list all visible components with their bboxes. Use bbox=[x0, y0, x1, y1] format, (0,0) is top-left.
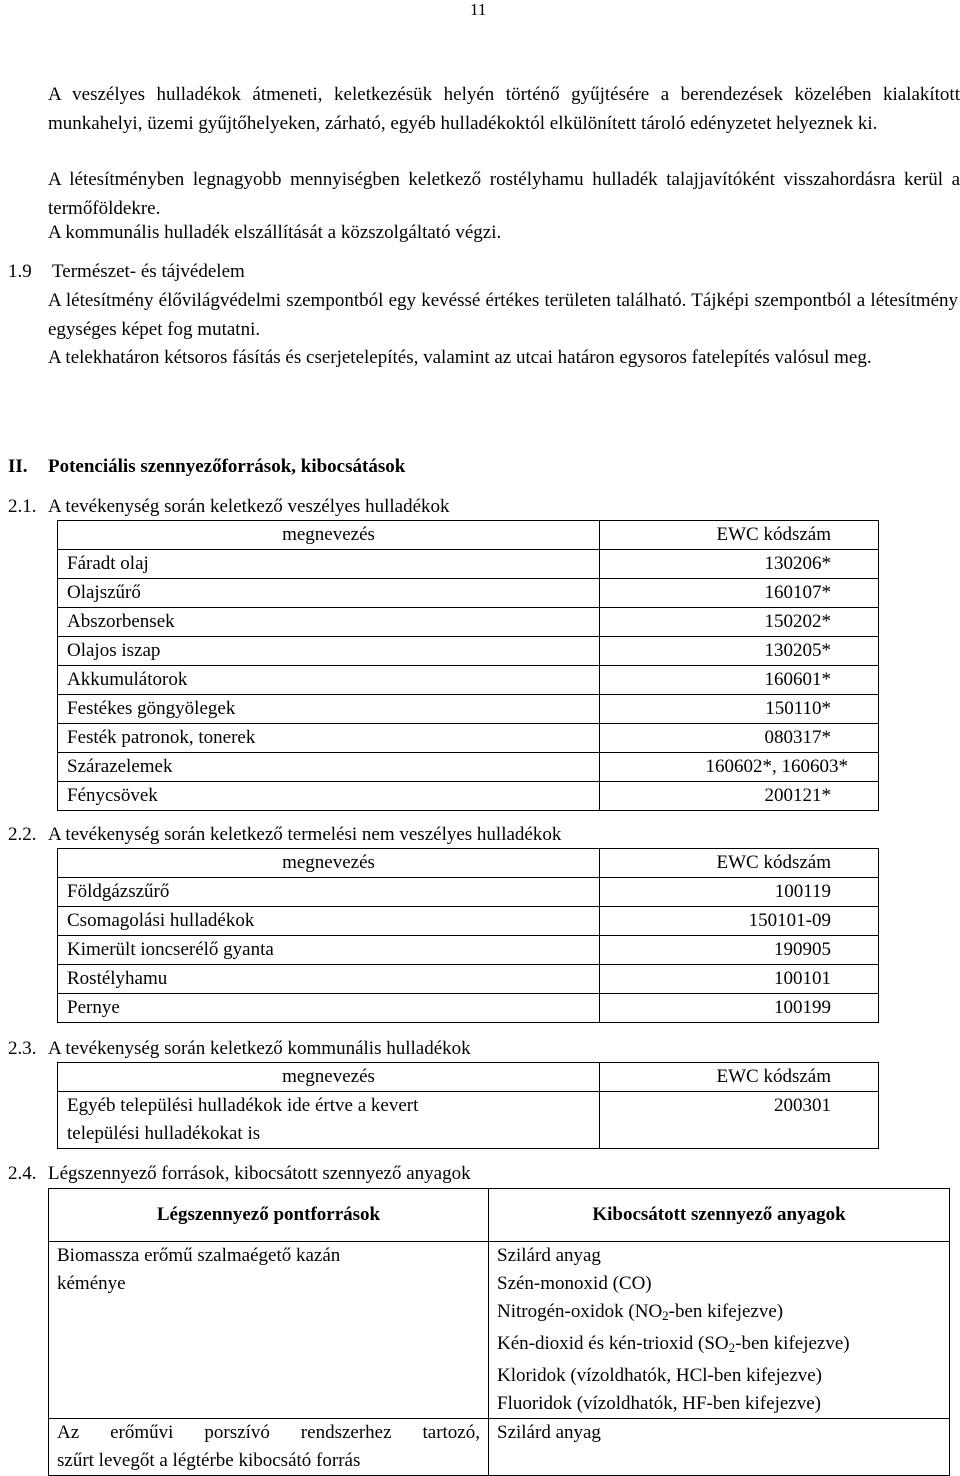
waste-name: Csomagolási hulladékok bbox=[58, 907, 600, 936]
pollutant-text: -ben kifejezve) bbox=[735, 1333, 850, 1354]
section-number: II. bbox=[8, 456, 28, 477]
emission-source bbox=[49, 1242, 489, 1419]
air-emission-table bbox=[48, 1188, 950, 1476]
pollutant-list bbox=[489, 1242, 950, 1419]
pollutant-text: Kén-dioxid és kén-trioxid (SO bbox=[497, 1333, 729, 1354]
hazardous-waste-table bbox=[57, 520, 879, 811]
waste-name: Olajos iszap bbox=[58, 637, 600, 666]
waste-name-line: települési hulladékokat is bbox=[67, 1123, 261, 1144]
pollutant-item: Szén-monoxid (CO) bbox=[497, 1273, 652, 1294]
ewc-code: 200121* bbox=[600, 782, 879, 811]
section-number: 2.3. bbox=[8, 1038, 37, 1059]
section-number: 1.9 bbox=[8, 261, 32, 282]
paragraph-municipal-waste: A kommunális hulladék elszállítását a közszolgáltató végzi. bbox=[48, 222, 502, 243]
waste-name: Rostélyhamu bbox=[58, 965, 600, 994]
table-row bbox=[58, 782, 879, 811]
section-number: 2.2. bbox=[8, 824, 37, 845]
table-header-row bbox=[58, 521, 879, 550]
table-row bbox=[58, 666, 879, 695]
source-line: Az erőművi porszívó rendszerhez tartozó, bbox=[57, 1422, 480, 1443]
waste-name: Szárazelemek bbox=[58, 753, 600, 782]
table-row bbox=[58, 724, 879, 753]
ewc-code: 160602*, 160603* bbox=[600, 753, 879, 782]
section-title: A tevékenység során keletkező kommunális hulladékok bbox=[48, 1038, 471, 1059]
ewc-code: 130205* bbox=[600, 637, 879, 666]
section-number: 2.4. bbox=[8, 1163, 37, 1184]
pollutant-item: Kloridok (vízoldhatók, HCl-ben kifejezve) bbox=[497, 1365, 823, 1386]
ewc-code: 190905 bbox=[600, 936, 879, 965]
production-waste-table bbox=[57, 848, 879, 1023]
column-header-name: megnevezés bbox=[58, 521, 600, 550]
column-header-name: megnevezés bbox=[58, 849, 600, 878]
pollutant-item: Fluoridok (vízoldhatók, HF-ben kifejezve) bbox=[497, 1393, 821, 1414]
table-row bbox=[58, 550, 879, 579]
ewc-code: 080317* bbox=[600, 724, 879, 753]
ewc-code: 160601* bbox=[600, 666, 879, 695]
waste-name: Festékes göngyölegek bbox=[58, 695, 600, 724]
waste-name: Fénycsövek bbox=[58, 782, 600, 811]
column-header-code: EWC kódszám bbox=[600, 849, 879, 878]
table-row bbox=[58, 637, 879, 666]
table-row bbox=[58, 1092, 879, 1149]
table-row bbox=[58, 878, 879, 907]
source-line: Biomassza erőmű szalmaégető kazán bbox=[57, 1245, 341, 1266]
table-row bbox=[58, 965, 879, 994]
table-row bbox=[58, 695, 879, 724]
table-row bbox=[58, 907, 879, 936]
subscript: 2 bbox=[662, 1308, 669, 1323]
table-row bbox=[58, 753, 879, 782]
paragraph-hazardous-storage: A veszélyes hulladékok átmeneti, keletkezésük helyén történő gyűjtésére a berendezések közelében kialakított munkahelyi, üzemi gyűjtőhelyeken, zárható, egyéb hulladékoktól elkülönített tároló edényzetet helyeznek ki. bbox=[48, 84, 960, 134]
ewc-code: 100199 bbox=[600, 994, 879, 1023]
section-number: 2.1. bbox=[8, 496, 37, 517]
column-header-pollutants: Kibocsátott szennyező anyagok bbox=[489, 1189, 950, 1242]
page-number: 11 bbox=[470, 0, 487, 19]
table-header-row bbox=[49, 1189, 950, 1242]
waste-name: Festék patronok, tonerek bbox=[58, 724, 600, 753]
table-row bbox=[58, 579, 879, 608]
pollutant-item: Szilárd anyag bbox=[497, 1245, 601, 1266]
pollutant-item bbox=[497, 1298, 949, 1330]
pollutant-text: Nitrogén-oxidok (NO bbox=[497, 1301, 663, 1322]
ewc-code: 100119 bbox=[600, 878, 879, 907]
pollutant-text: -ben kifejezve) bbox=[668, 1301, 784, 1322]
subscript: 2 bbox=[728, 1340, 736, 1355]
paragraph-nature: A létesítmény élővilágvédelmi szempontból egy kevéssé értékes területen található. Tájképi szempontból a létesítmény egységes képet fog mutatni. bbox=[48, 290, 958, 340]
section-title: A tevékenység során keletkező veszélyes hulladékok bbox=[48, 496, 450, 517]
waste-name: Pernye bbox=[58, 994, 600, 1023]
paragraph-landscape: A telekhatáron kétsoros fásítás és cserjetelepítés, valamint az utcai határon egysoros fatelepítés valósul meg. bbox=[48, 347, 872, 368]
waste-name: Kimerült ioncserélő gyanta bbox=[58, 936, 600, 965]
ewc-code: 130206* bbox=[600, 550, 879, 579]
waste-name-line: Egyéb települési hulladékok ide értve a kevert bbox=[67, 1095, 419, 1116]
table-row bbox=[58, 608, 879, 637]
waste-name: Fáradt olaj bbox=[58, 550, 600, 579]
column-header-code: EWC kódszám bbox=[600, 1063, 879, 1092]
municipal-waste-table bbox=[57, 1062, 879, 1149]
section-title: A tevékenység során keletkező termelési nem veszélyes hulladékok bbox=[48, 824, 562, 845]
section-title: Potenciális szennyezőforrások, kibocsátások bbox=[48, 456, 406, 477]
column-header-code: EWC kódszám bbox=[600, 521, 879, 550]
column-header-name: megnevezés bbox=[58, 1063, 600, 1092]
waste-name: Földgázszűrő bbox=[58, 878, 600, 907]
table-row bbox=[58, 936, 879, 965]
section-title: Légszennyező források, kibocsátott szennyező anyagok bbox=[48, 1163, 471, 1184]
waste-name bbox=[58, 1092, 600, 1149]
source-line: szűrt levegőt a légtérbe kibocsátó forrás bbox=[57, 1450, 361, 1471]
table-header-row bbox=[58, 849, 879, 878]
ewc-code: 100101 bbox=[600, 965, 879, 994]
column-header-sources: Légszennyező pontforrások bbox=[49, 1189, 489, 1242]
waste-name: Abszorbensek bbox=[58, 608, 600, 637]
table-row bbox=[58, 994, 879, 1023]
waste-name: Olajszűrő bbox=[58, 579, 600, 608]
pollutant-item: Szilárd anyag bbox=[497, 1422, 601, 1443]
pollutant-item bbox=[497, 1330, 949, 1362]
source-line: kéménye bbox=[57, 1273, 126, 1294]
ewc-code: 150202* bbox=[600, 608, 879, 637]
table-row bbox=[49, 1242, 950, 1419]
waste-name: Akkumulátorok bbox=[58, 666, 600, 695]
ewc-code: 150101-09 bbox=[600, 907, 879, 936]
section-title: Természet- és tájvédelem bbox=[52, 261, 245, 282]
table-header-row bbox=[58, 1063, 879, 1092]
ewc-code: 160107* bbox=[600, 579, 879, 608]
ewc-code: 150110* bbox=[600, 695, 879, 724]
ewc-code: 200301 bbox=[600, 1092, 879, 1149]
paragraph-grate-ash: A létesítményben legnagyobb mennyiségben keletkező rostélyhamu hulladék talajjavítóként visszahordásra kerül a termőföldekre. bbox=[48, 169, 960, 219]
